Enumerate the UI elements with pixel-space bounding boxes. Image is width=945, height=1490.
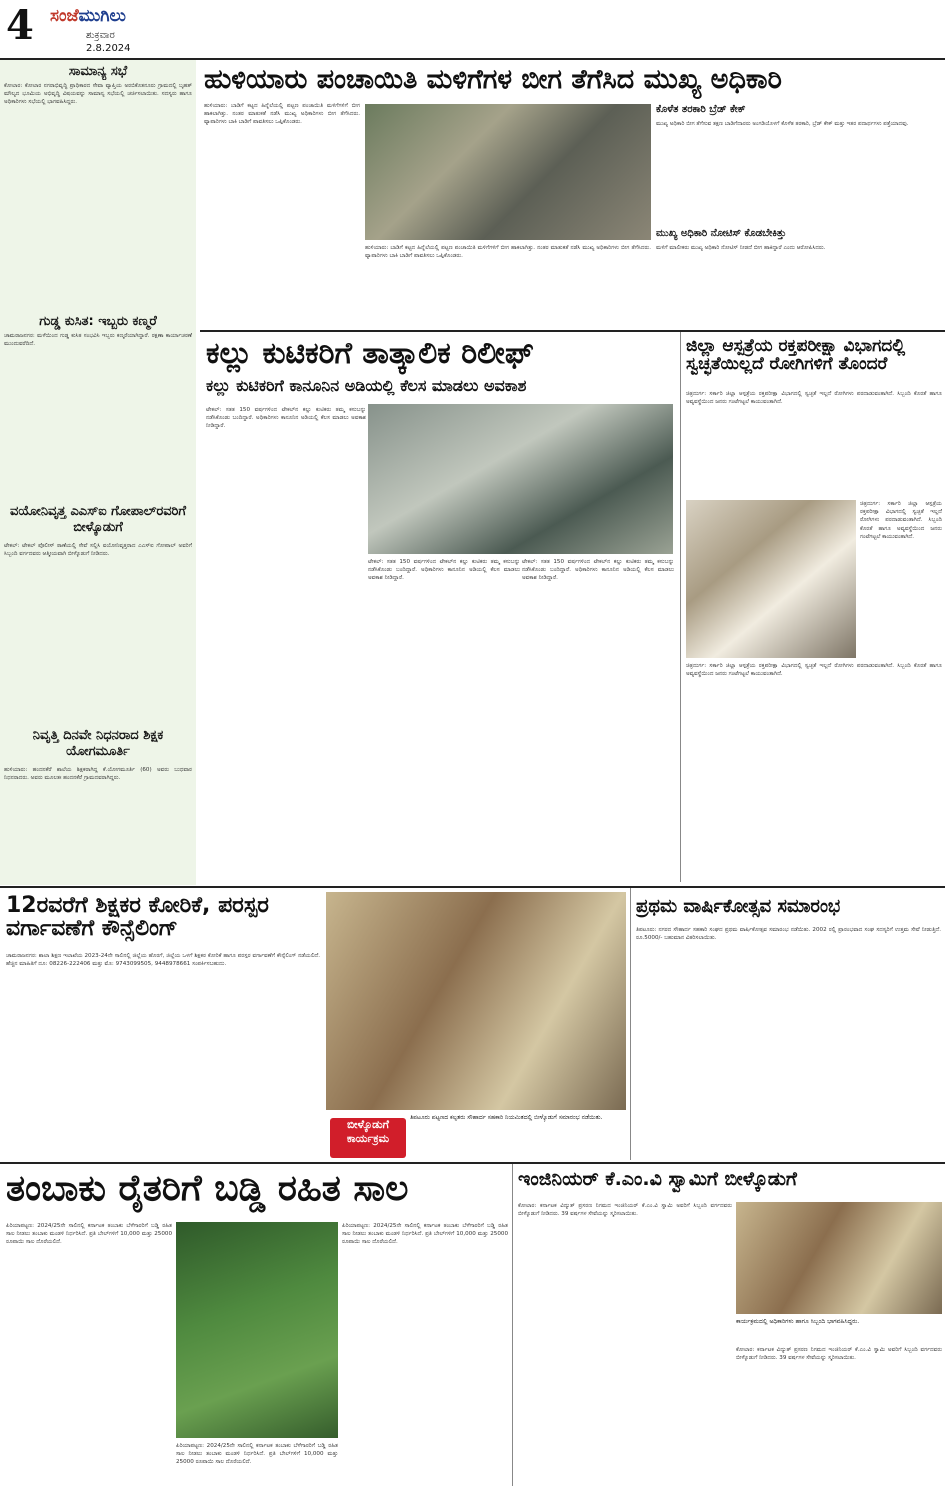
left-story3-body: ಟೇಕಲ್: ಟೇಕಲ್ ಪೊಲೀಸ್ ಠಾಣೆಯಲ್ಲಿ ಸೇವೆ ಸಲ್ಲಿಸಿ ವಯೋನಿವೃತ್ತರಾದ ಎಎಸ್‌ಐ ಗೋಪಾಲ್ ಅವರಿಗೆ ಸಿಬ್ಬಂದಿ ವರ್ಗದವರು ಆತ್ಮೀಯವಾಗಿ ಬೀಳ್ಕೊಡುಗೆ ನೀಡಿದರು.	[4, 543, 192, 558]
logo-part1: ಸಂಜೆ	[50, 6, 79, 26]
left-story3-title: ವಯೋನಿವೃತ್ತ ಎಎಸ್‌ಐ ಗೋಪಾಲ್‌ರವರಿಗೆ ಬೀಳ್ಕೊಡುಗೆ	[10, 504, 186, 535]
engineer-divider	[512, 1164, 513, 1486]
farewell-badge-line2: ಕಾರ್ಯಕ್ರಮ	[346, 1132, 390, 1145]
tobacco-field-photo	[176, 1222, 338, 1438]
quarry-body-col1: ಟೇಕಲ್: ಸತತ 150 ವರ್ಷಗಳಿಂದ ಟೇಕಲ್‌ನ ಕಲ್ಲು ಕುಟಿಕರು ತಮ್ಮ ಕಸುಬನ್ನು ನಡೆಸಿಕೊಂಡು ಬಂದಿದ್ದಾರೆ. ಅಧಿಕಾರಿಗಳು ಕಾನೂನಿನ ಅಡಿಯಲ್ಲಿ ಕೆಲಸ ಮಾಡಲು ಅವಕಾಶ ನೀಡಿದ್ದಾರೆ.	[206, 407, 366, 430]
issue-day: ಶುಕ್ರವಾರ	[86, 30, 115, 41]
top-story-headline: ಹುಳಿಯಾರು ಪಂಚಾಯಿತಿ ಮಳಿಗೆಗಳ ಬೀಗ ತೆಗೆಸಿದ ಮುಖ್ಯ ಅಧಿಕಾರಿ	[204, 66, 782, 95]
hospital-photo	[686, 500, 856, 658]
quarry-photo	[368, 404, 673, 554]
left-story1-title: ಸಾಮಾನ್ಯ ಸಭೆ	[68, 64, 128, 79]
engineer-caption: ಕಾರ್ಯಕ್ರಮದಲ್ಲಿ ಅಧಿಕಾರಿಗಳು ಹಾಗೂ ಸಿಬ್ಬಂದಿ ಭಾಗವಹಿಸಿದ್ದರು.	[736, 1318, 860, 1325]
engineer-photo	[736, 1202, 942, 1314]
top-sidebar2-title: ಮುಖ್ಯ ಅಧಿಕಾರಿ ನೋಟಿಸ್ ಕೊಡಬೇಕಿತ್ತು	[656, 228, 787, 239]
hospital-body-bottom: ಚಿತ್ರದುರ್ಗ: ಸರ್ಕಾರಿ ಜಿಲ್ಲಾ ಆಸ್ಪತ್ರೆಯ ರಕ್ತಪರೀಕ್ಷಾ ವಿಭಾಗದಲ್ಲಿ ಸ್ವಚ್ಛತೆ ಇಲ್ಲದೆ ರೋಗಿಗಳು ಪರದಾಡುವಂತಾಗಿದೆ. ಸಿಬ್ಬಂದಿ ಕೊರತೆ ಹಾಗೂ ಅವ್ಯವಸ್ಥೆಯಿಂದ ಜನರು ಗಂಟೆಗಟ್ಟಲೆ ಕಾಯುವಂತಾಗಿದೆ.	[686, 663, 942, 678]
top-story-body-col1: ಹುಳಿಯಾರು: ಬಾಡಿಗೆ ಕಟ್ಟದ ಹಿನ್ನೆಲೆಯಲ್ಲಿ ಪಟ್ಟಣ ಪಂಚಾಯಿತಿ ಮಳಿಗೆಗಳಿಗೆ ಬೀಗ ಹಾಕಲಾಗಿತ್ತು. ನಂತರ ಮಾತುಕತೆ ನಡೆಸಿ ಮುಖ್ಯ ಅಧಿಕಾರಿಗಳು ಬೀಗ ತೆಗೆಸಿದರು. ವ್ಯಾಪಾರಿಗಳು ಬಾಕಿ ಬಾಡಿಗೆ ಪಾವತಿಸಲು ಒಪ್ಪಿಕೊಂಡರು.	[204, 103, 360, 126]
top-sidebar-body: ಮುಖ್ಯ ಅಧಿಕಾರಿ ಬೀಗ ತೆಗೆಸುವ ತಕ್ಷಣ ಬಾಡಿಗೆದಾರರು ಅಂಗಡಿಯೊಳಗೆ ಕೊಳೆತ ತರಕಾರಿ, ಬ್ರೆಡ್ ಕೇಕ್ ಮತ್ತು ಇತರ ಪದಾರ್ಥಗಳು ಪತ್ತೆಯಾದವು.	[656, 121, 909, 127]
logo-part2: ಮುಗಿಲು	[78, 6, 126, 26]
page-number: 4	[6, 4, 34, 48]
farewell-badge	[330, 1118, 406, 1158]
anniversary-divider	[630, 888, 631, 1160]
teachers-headline: 12ರವರೆಗೆ ಶಿಕ್ಷಕರ ಕೋರಿಕೆ, ಪರಸ್ಪರ ವರ್ಗಾವಣೆಗೆ ಕೌನ್ಸೆಲಿಂಗ್	[6, 894, 269, 942]
quarry-subheadline: ಕಲ್ಲು ಕುಟಿಕರಿಗೆ ಕಾನೂನಿನ ಅಡಿಯಲ್ಲಿ ಕೆಲಸ ಮಾಡಲು ಅವಕಾಶ	[206, 378, 527, 395]
top-story-rule	[200, 330, 945, 332]
hospital-headline: ಜಿಲ್ಲಾ ಆಸ್ಪತ್ರೆಯ ರಕ್ತಪರೀಕ್ಷಾ ವಿಭಾಗದಲ್ಲಿ ಸ್ವಚ್ಛತೆಯಿಲ್ಲದೆ ರೋಗಿಗಳಿಗೆ ತೊಂದರೆ	[686, 338, 906, 374]
left-story2-title: ಗುಡ್ಡ ಕುಸಿತ: ಇಬ್ಬರು ಕಣ್ಮರೆ	[39, 314, 157, 329]
top-sidebar2-body: ಮಳಿಗೆ ಮಾಲೀಕರು ಮುಖ್ಯ ಅಧಿಕಾರಿ ನೋಟಿಸ್ ನೀಡದೆ ಬೀಗ ಹಾಕಿದ್ದಾರೆ ಎಂದು ಆರೋಪಿಸಿದರು.	[656, 245, 826, 251]
issue-date: 2.8.2024	[86, 43, 131, 54]
tobacco-headline: ತಂಬಾಕು ರೈತರಿಗೆ ಬಡ್ಡಿ ರಹಿತ ಸಾಲ	[6, 1170, 409, 1209]
lower-rule	[0, 1162, 945, 1164]
anniversary-body: ತಿಪಟೂರು: ನಗರದ ಸೌಹಾರ್ದ ಸಹಕಾರಿ ಸಂಘದ ಪ್ರಥಮ ವಾರ್ಷಿಕೋತ್ಸವ ಸಮಾರಂಭ ನಡೆಯಿತು. 2002 ರಲ್ಲಿ ಪ್ರಾರಂಭವಾದ ಸಂಘ ಸದಸ್ಯರಿಗೆ ಉತ್ತಮ ಸೇವೆ ನೀಡುತ್ತಿದೆ. ರೂ.5000/- ಬಹುಮಾನ ವಿತರಿಸಲಾಯಿತು.	[636, 927, 941, 942]
mid-rule	[0, 886, 945, 888]
top-story-photo	[365, 104, 651, 240]
quarry-body-col2: ಟೇಕಲ್: ಸತತ 150 ವರ್ಷಗಳಿಂದ ಟೇಕಲ್‌ನ ಕಲ್ಲು ಕುಟಿಕರು ತಮ್ಮ ಕಸುಬನ್ನು ನಡೆಸಿಕೊಂಡು ಬಂದಿದ್ದಾರೆ. ಅಧಿಕಾರಿಗಳು ಕಾನೂನಿನ ಅಡಿಯಲ್ಲಿ ಕೆಲಸ ಮಾಡಲು ಅವಕಾಶ ನೀಡಿದ್ದಾರೆ.	[368, 559, 520, 582]
tobacco-body-col2: ಪಿರಿಯಾಪಟ್ಟಣ: 2024/25ನೇ ಸಾಲಿನಲ್ಲಿ ಕರ್ನಾಟಕ ತಂಬಾಕು ಬೆಳೆಗಾರರಿಗೆ ಬಡ್ಡಿ ರಹಿತ ಸಾಲ ನೀಡಲು ತಂಬಾಕು ಮಂಡಳಿ ನಿರ್ಧರಿಸಿದೆ. ಪ್ರತಿ ಬೇಲ್‌ಗಳಿಗೆ 10,000 ಮತ್ತು 25000 ರೂಪಾಯಿ ಸಾಲ ದೊರೆಯಲಿದೆ.	[176, 1443, 338, 1466]
top-story-body-col2: ಹುಳಿಯಾರು: ಬಾಡಿಗೆ ಕಟ್ಟದ ಹಿನ್ನೆಲೆಯಲ್ಲಿ ಪಟ್ಟಣ ಪಂಚಾಯಿತಿ ಮಳಿಗೆಗಳಿಗೆ ಬೀಗ ಹಾಕಲಾಗಿತ್ತು. ನಂತರ ಮಾತುಕತೆ ನಡೆಸಿ ಮುಖ್ಯ ಅಧಿಕಾರಿಗಳು ಬೀಗ ತೆಗೆಸಿದರು. ವ್ಯಾಪಾರಿಗಳು ಬಾಕಿ ಬಾಡಿಗೆ ಪಾವತಿಸಲು ಒಪ್ಪಿಕೊಂಡರು.	[365, 245, 651, 260]
engineer-body: ಕೋಲಾರ: ಕರ್ನಾಟಕ ವಿದ್ಯುತ್ ಪ್ರಸರಣ ನಿಗಮದ ಇಂಜಿನಿಯರ್ ಕೆ.ಎಂ.ವಿ ಸ್ವಾಮಿ ಅವರಿಗೆ ಸಿಬ್ಬಂದಿ ವರ್ಗದವರು ಬೀಳ್ಕೊಡುಗೆ ನೀಡಿದರು. 39 ವರ್ಷಗಳ ಸೇವೆಯನ್ನು ಸ್ಮರಿಸಲಾಯಿತು.	[518, 1203, 732, 1218]
left-story4-title: ನಿವೃತ್ತಿ ದಿನವೇ ನಿಧನರಾದ ಶಿಕ್ಷಕ ಯೋಗಮೂರ್ತಿ	[32, 728, 164, 759]
farewell-photo	[326, 892, 626, 1110]
engineer-body-col2: ಕೋಲಾರ: ಕರ್ನಾಟಕ ವಿದ್ಯುತ್ ಪ್ರಸರಣ ನಿಗಮದ ಇಂಜಿನಿಯರ್ ಕೆ.ಎಂ.ವಿ ಸ್ವಾಮಿ ಅವರಿಗೆ ಸಿಬ್ಬಂದಿ ವರ್ಗದವರು ಬೀಳ್ಕೊಡುಗೆ ನೀಡಿದರು. 39 ವರ್ಷಗಳ ಸೇವೆಯನ್ನು ಸ್ಮರಿಸಲಾಯಿತು.	[736, 1347, 942, 1362]
hospital-body-side: ಚಿತ್ರದುರ್ಗ: ಸರ್ಕಾರಿ ಜಿಲ್ಲಾ ಆಸ್ಪತ್ರೆಯ ರಕ್ತಪರೀಕ್ಷಾ ವಿಭಾಗದಲ್ಲಿ ಸ್ವಚ್ಛತೆ ಇಲ್ಲದೆ ರೋಗಿಗಳು ಪರದಾಡುವಂತಾಗಿದೆ. ಸಿಬ್ಬಂದಿ ಕೊರತೆ ಹಾಗೂ ಅವ್ಯವಸ್ಥೆಯಿಂದ ಜನರು ಗಂಟೆಗಟ್ಟಲೆ ಕಾಯುವಂತಾಗಿದೆ.	[860, 501, 942, 540]
tobacco-body-col3: ಪಿರಿಯಾಪಟ್ಟಣ: 2024/25ನೇ ಸಾಲಿನಲ್ಲಿ ಕರ್ನಾಟಕ ತಂಬಾಕು ಬೆಳೆಗಾರರಿಗೆ ಬಡ್ಡಿ ರಹಿತ ಸಾಲ ನೀಡಲು ತಂಬಾಕು ಮಂಡಳಿ ನಿರ್ಧರಿಸಿದೆ. ಪ್ರತಿ ಬೇಲ್‌ಗಳಿಗೆ 10,000 ಮತ್ತು 25000 ರೂಪಾಯಿ ಸಾಲ ದೊರೆಯಲಿದೆ.	[342, 1223, 508, 1246]
farewell-badge-line1: ಬೀಳ್ಕೊಡುಗೆ	[347, 1118, 389, 1131]
left-story1-body: ಕೋಲಾರ: ಕೋಲಾರ ನಗರಾಭಿವೃದ್ಧಿ ಪ್ರಾಧಿಕಾರದ ಸೇವಾ ವ್ಯಾಪ್ತಿಯ ಅರಬಿಕೊತನೂರು ಗ್ರಾಮದಲ್ಲಿ ಬೃಹತ್ ಮೌಲ್ಯದ ಭೂಮಿಯ ಅಭಿವೃದ್ಧಿ ವಿಷಯವನ್ನು ಸಾಮಾನ್ಯ ಸಭೆಯಲ್ಲಿ ಚರ್ಚಿಸಲಾಯಿತು. ಸದಸ್ಯರು ಹಾಗೂ ಅಧಿಕಾರಿಗಳು ಸಭೆಯಲ್ಲಿ ಭಾಗವಹಿಸಿದ್ದರು.	[4, 83, 192, 106]
teachers-body: ಚಾಮರಾಜನಗರ: ಶಾಲಾ ಶಿಕ್ಷಣ ಇಲಾಖೆಯ 2023-24ನೇ ಸಾಲಿನಲ್ಲಿ ಜಿಲ್ಲೆಯ ಹೊರಗೆ, ಜಿಲ್ಲೆಯ ಒಳಗೆ ಶಿಕ್ಷಕರ ಕೋರಿಕೆ ಹಾಗೂ ಪರಸ್ಪರ ವರ್ಗಾವಣೆಗೆ ಕೌನ್ಸೆಲಿಂಗ್ ನಡೆಯಲಿದೆ. ಹೆಚ್ಚಿನ ಮಾಹಿತಿಗೆ ದೂ: 08226-222406 ಮತ್ತು ಮೊ: 9743099505, 9448978661 ಸಂಪರ್ಕಿಸಬಹುದು.	[6, 953, 320, 968]
hospital-divider	[680, 332, 681, 882]
farewell-caption: ತಿಪಟೂರು ಪಟ್ಟಣದ ಕಲ್ಪತರು ಸೌಹಾರ್ದ ಸಹಕಾರಿ ನಿಯಮಿತದಲ್ಲಿ ಬೀಳ್ಕೊಡುಗೆ ಸಮಾರಂಭ ನಡೆಯಿತು.	[410, 1114, 603, 1121]
left-column	[0, 60, 196, 885]
tobacco-body-col1: ಪಿರಿಯಾಪಟ್ಟಣ: 2024/25ನೇ ಸಾಲಿನಲ್ಲಿ ಕರ್ನಾಟಕ ತಂಬಾಕು ಬೆಳೆಗಾರರಿಗೆ ಬಡ್ಡಿ ರಹಿತ ಸಾಲ ನೀಡಲು ತಂಬಾಕು ಮಂಡಳಿ ನಿರ್ಧರಿಸಿದೆ. ಪ್ರತಿ ಬೇಲ್‌ಗಳಿಗೆ 10,000 ಮತ್ತು 25000 ರೂಪಾಯಿ ಸಾಲ ದೊರೆಯಲಿದೆ.	[6, 1223, 172, 1246]
newspaper-logo	[50, 6, 185, 30]
hospital-body-top: ಚಿತ್ರದುರ್ಗ: ಸರ್ಕಾರಿ ಜಿಲ್ಲಾ ಆಸ್ಪತ್ರೆಯ ರಕ್ತಪರೀಕ್ಷಾ ವಿಭಾಗದಲ್ಲಿ ಸ್ವಚ್ಛತೆ ಇಲ್ಲದೆ ರೋಗಿಗಳು ಪರದಾಡುವಂತಾಗಿದೆ. ಸಿಬ್ಬಂದಿ ಕೊರತೆ ಹಾಗೂ ಅವ್ಯವಸ್ಥೆಯಿಂದ ಜನರು ಗಂಟೆಗಟ್ಟಲೆ ಕಾಯುವಂತಾಗಿದೆ.	[686, 391, 942, 406]
quarry-headline: ಕಲ್ಲು ಕುಟಿಕರಿಗೆ ತಾತ್ಕಾಲಿಕ ರಿಲೀಫ್	[206, 338, 534, 371]
quarry-body-col3: ಟೇಕಲ್: ಸತತ 150 ವರ್ಷಗಳಿಂದ ಟೇಕಲ್‌ನ ಕಲ್ಲು ಕುಟಿಕರು ತಮ್ಮ ಕಸುಬನ್ನು ನಡೆಸಿಕೊಂಡು ಬಂದಿದ್ದಾರೆ. ಅಧಿಕಾರಿಗಳು ಕಾನೂನಿನ ಅಡಿಯಲ್ಲಿ ಕೆಲಸ ಮಾಡಲು ಅವಕಾಶ ನೀಡಿದ್ದಾರೆ.	[522, 559, 674, 582]
engineer-headline: ಇಂಜಿನಿಯರ್ ಕೆ.ಎಂ.ವಿ ಸ್ವಾಮಿಗೆ ಬೀಳ್ಕೊಡುಗೆ	[518, 1170, 797, 1190]
left-story4-body: ಹುಳಿಯಾರು: ಹಂದನಕೆರೆ ಶಾಲೆಯ ಶಿಕ್ಷಕರಾಗಿದ್ದ ಕೆ.ಯೋಗಮೂರ್ತಿ (60) ಅವರು ಬುಧವಾರ ನಿಧನರಾದರು. ಅವರು ಮೂಲತಃ ಹಂದನಕೆರೆ ಗ್ರಾಮದವರಾಗಿದ್ದರು.	[4, 767, 192, 782]
top-sidebar-title: ಕೊಳೆತ ತರಕಾರಿ ಬ್ರೆಡ್ ಕೇಕ್	[656, 104, 746, 115]
left-story2-body: ಚಾಮರಾಜನಗರ: ಮಳೆಯಿಂದ ಗುಡ್ಡ ಕುಸಿತ ಸಂಭವಿಸಿ ಇಬ್ಬರು ಕಣ್ಮರೆಯಾಗಿದ್ದಾರೆ. ರಕ್ಷಣಾ ಕಾರ್ಯಾಚರಣೆ ಮುಂದುವರೆದಿದೆ.	[4, 333, 192, 348]
anniversary-headline: ಪ್ರಥಮ ವಾರ್ಷಿಕೋತ್ಸವ ಸಮಾರಂಭ	[636, 898, 841, 917]
